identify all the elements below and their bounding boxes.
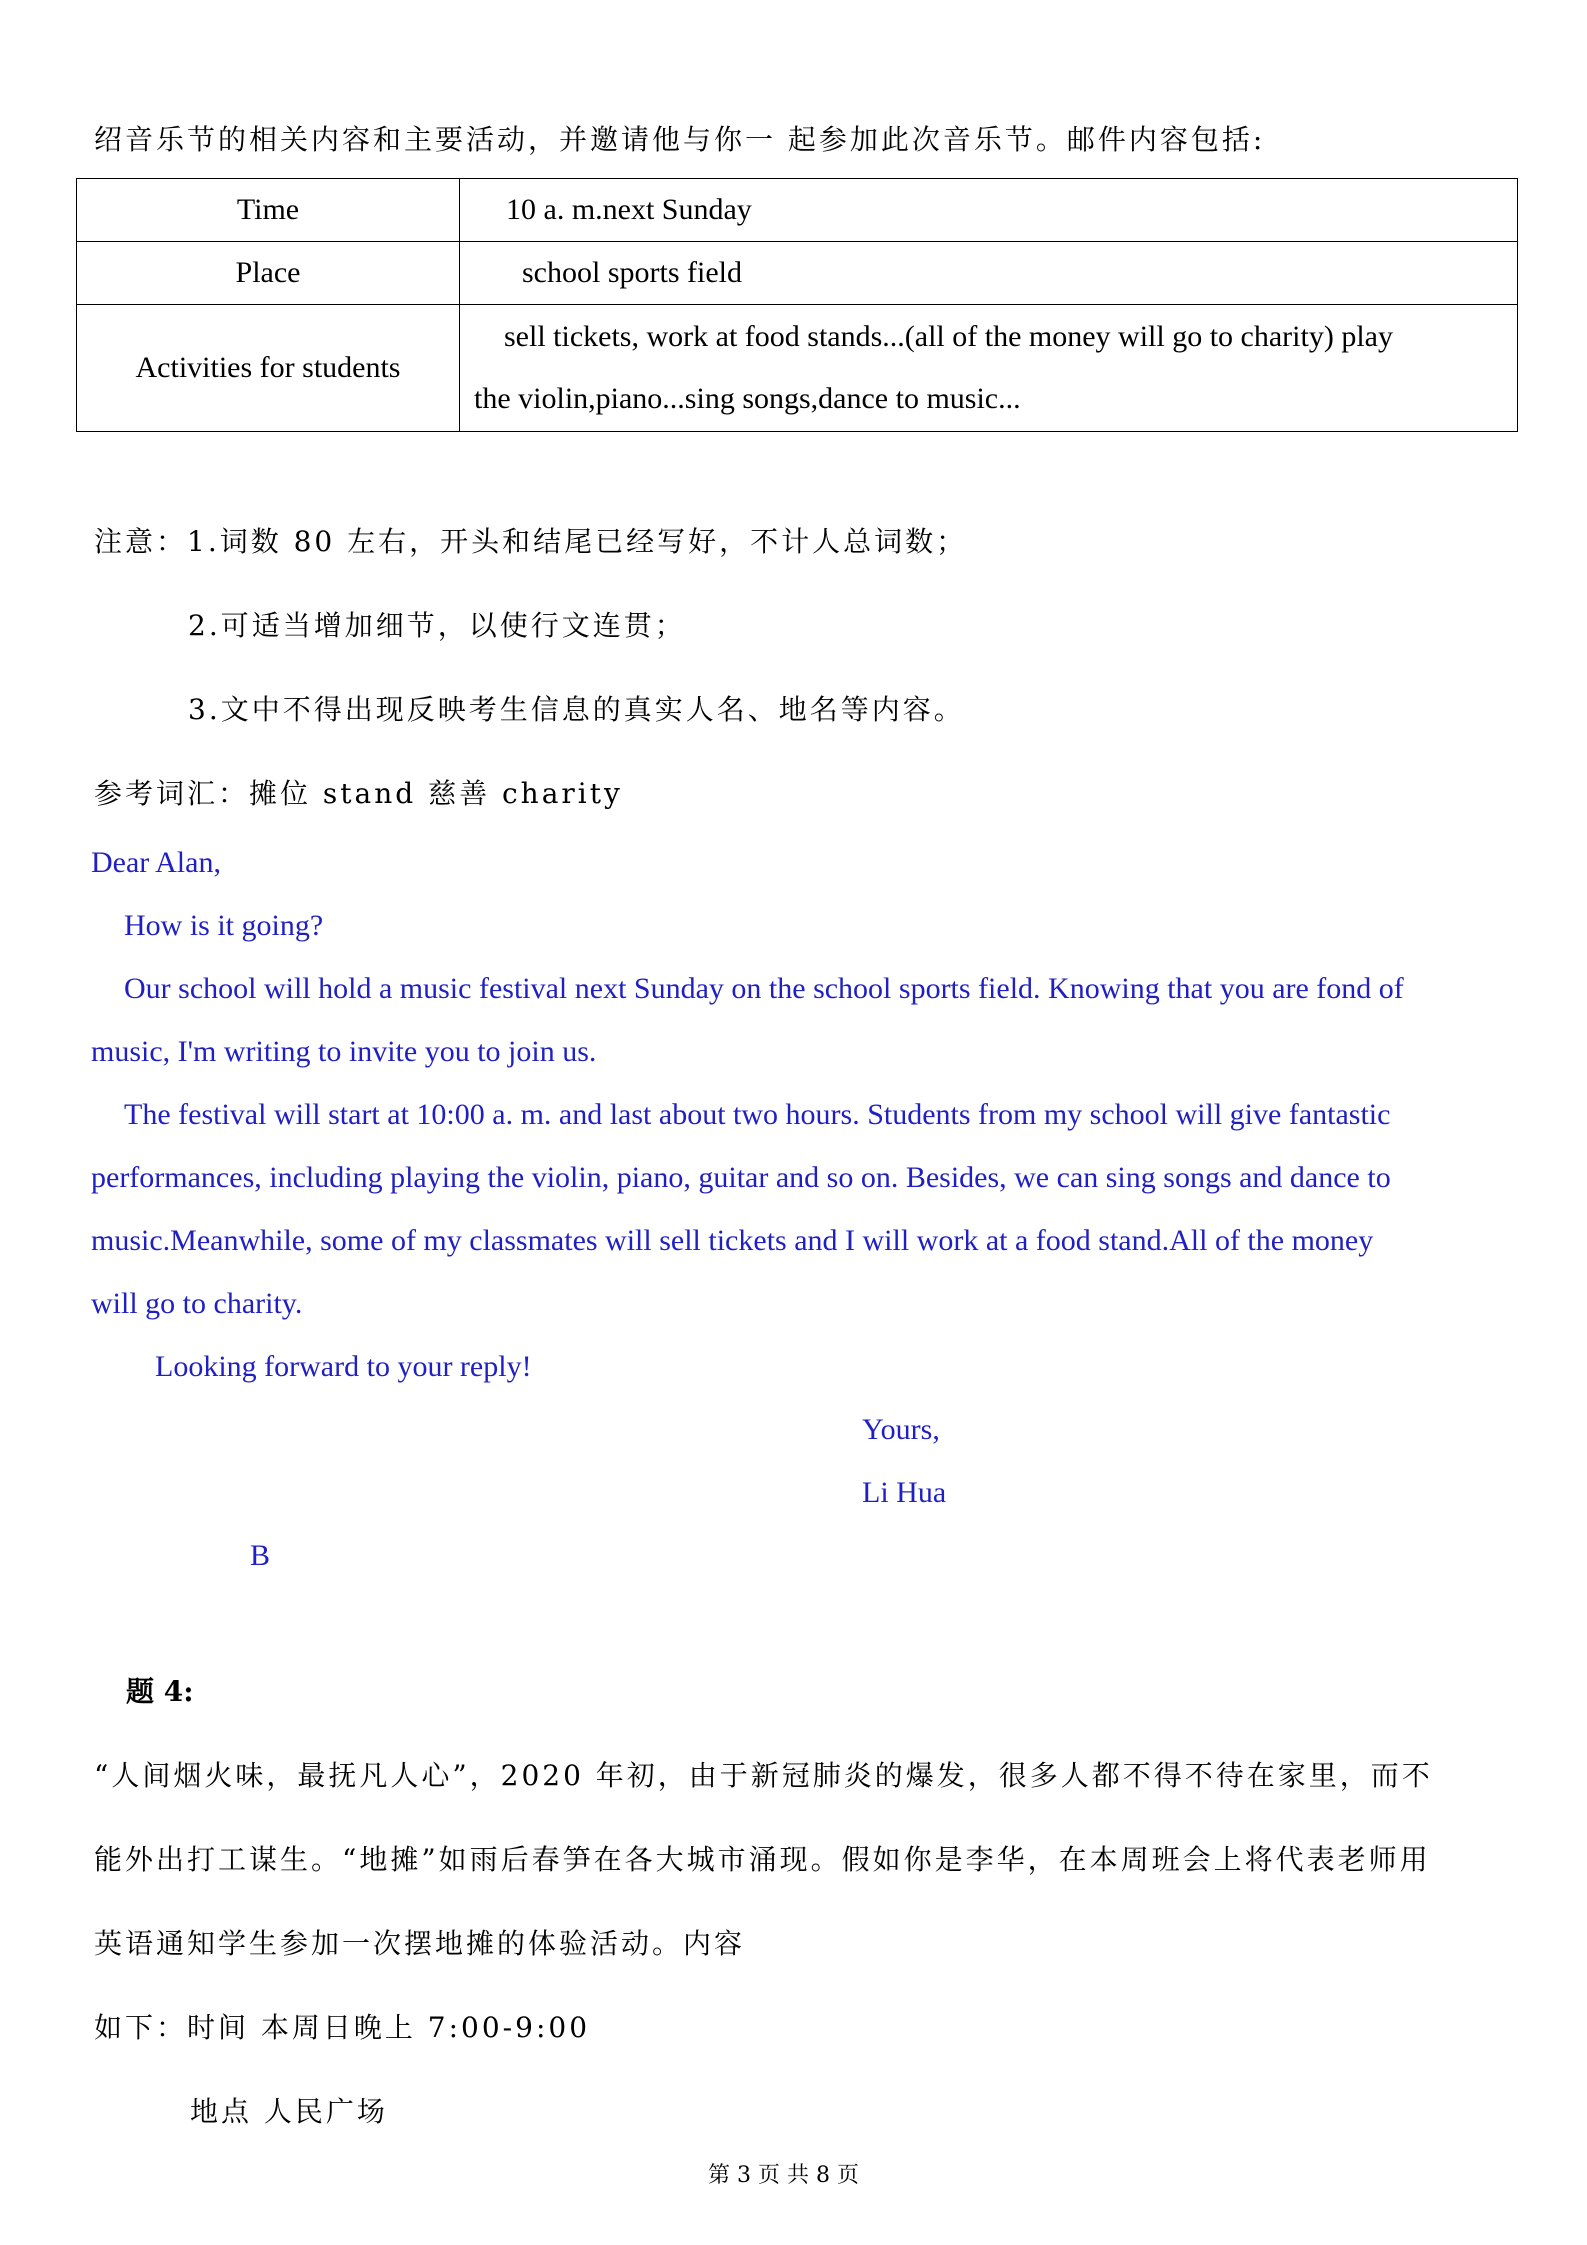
activities-value [460,305,1518,432]
table-row [77,305,1518,432]
letter-line: The festival will start at 10:00 a. m. and last about two hours. Students from my school will give fantastic [124,1098,1391,1131]
info-table [76,178,1518,432]
question-line: 地点 人民广场 [190,2095,388,2128]
letter-line: performances, including playing the violin, piano, guitar and so on. Besides, we can sing songs and dance to [91,1161,1391,1194]
letter-line: will go to charity. [91,1287,303,1320]
time-label: Time [77,179,460,242]
note-3: 3.文中不得出现反映考生信息的真实人名、地名等内容。 [188,693,965,726]
vocab-line: 参考词汇：摊位 stand 慈善 charity [94,777,623,810]
letter-opening: How is it going? [124,909,324,942]
page-footer: 第 3 页 共 8 页 [708,2163,859,2188]
question-title: 题 4: [126,1675,194,1708]
intro-line: 绍音乐节的相关内容和主要活动，并邀请他与你一 起参加此次音乐节。邮件内容包括: [94,123,1266,156]
activities-label: Activities for students [77,305,460,432]
time-value: 10 a. m.next Sunday [460,179,1518,242]
letter-greeting: Dear Alan, [91,846,221,879]
answer-mark: B [250,1539,271,1572]
note-2: 2.可适当增加细节，以使行文连贯； [188,609,686,642]
letter-line: music.Meanwhile, some of my classmates will sell tickets and I will work at a food stand.All of the money [91,1224,1374,1257]
table-row [77,242,1518,305]
letter-signoff: Yours, [862,1413,940,1446]
letter-closing: Looking forward to your reply! [155,1350,532,1383]
activities-line: the violin,piano...sing songs,dance to music... [474,382,1021,415]
place-value: school sports field [460,242,1518,305]
question-line: 英语通知学生参加一次摆地摊的体验活动。内容 [94,1927,746,1960]
letter-line: music, I'm writing to invite you to join us. [91,1035,597,1068]
question-line: “人间烟火味，最抚凡人心”，2020 年初，由于新冠肺炎的爆发，很多人都不得不待在家里，而不 [94,1759,1433,1792]
table-row [77,179,1518,242]
letter-signature: Li Hua [862,1476,947,1509]
question-line: 如下：时间 本周日晚上 7:00-9:00 [94,2011,591,2044]
letter-line: Our school will hold a music festival next Sunday on the school sports field. Knowing that you are fond of [124,972,1404,1005]
note-1: 注意：1.词数 80 左右，开头和结尾已经写好，不计人总词数； [94,525,968,558]
place-label: Place [77,242,460,305]
question-line: 能外出打工谋生。“地摊”如雨后春笋在各大城市涌现。假如你是李华，在本周班会上将代表老师用 [94,1843,1431,1876]
activities-line: sell tickets, work at food stands...(all of the money will go to charity) play [504,320,1393,353]
